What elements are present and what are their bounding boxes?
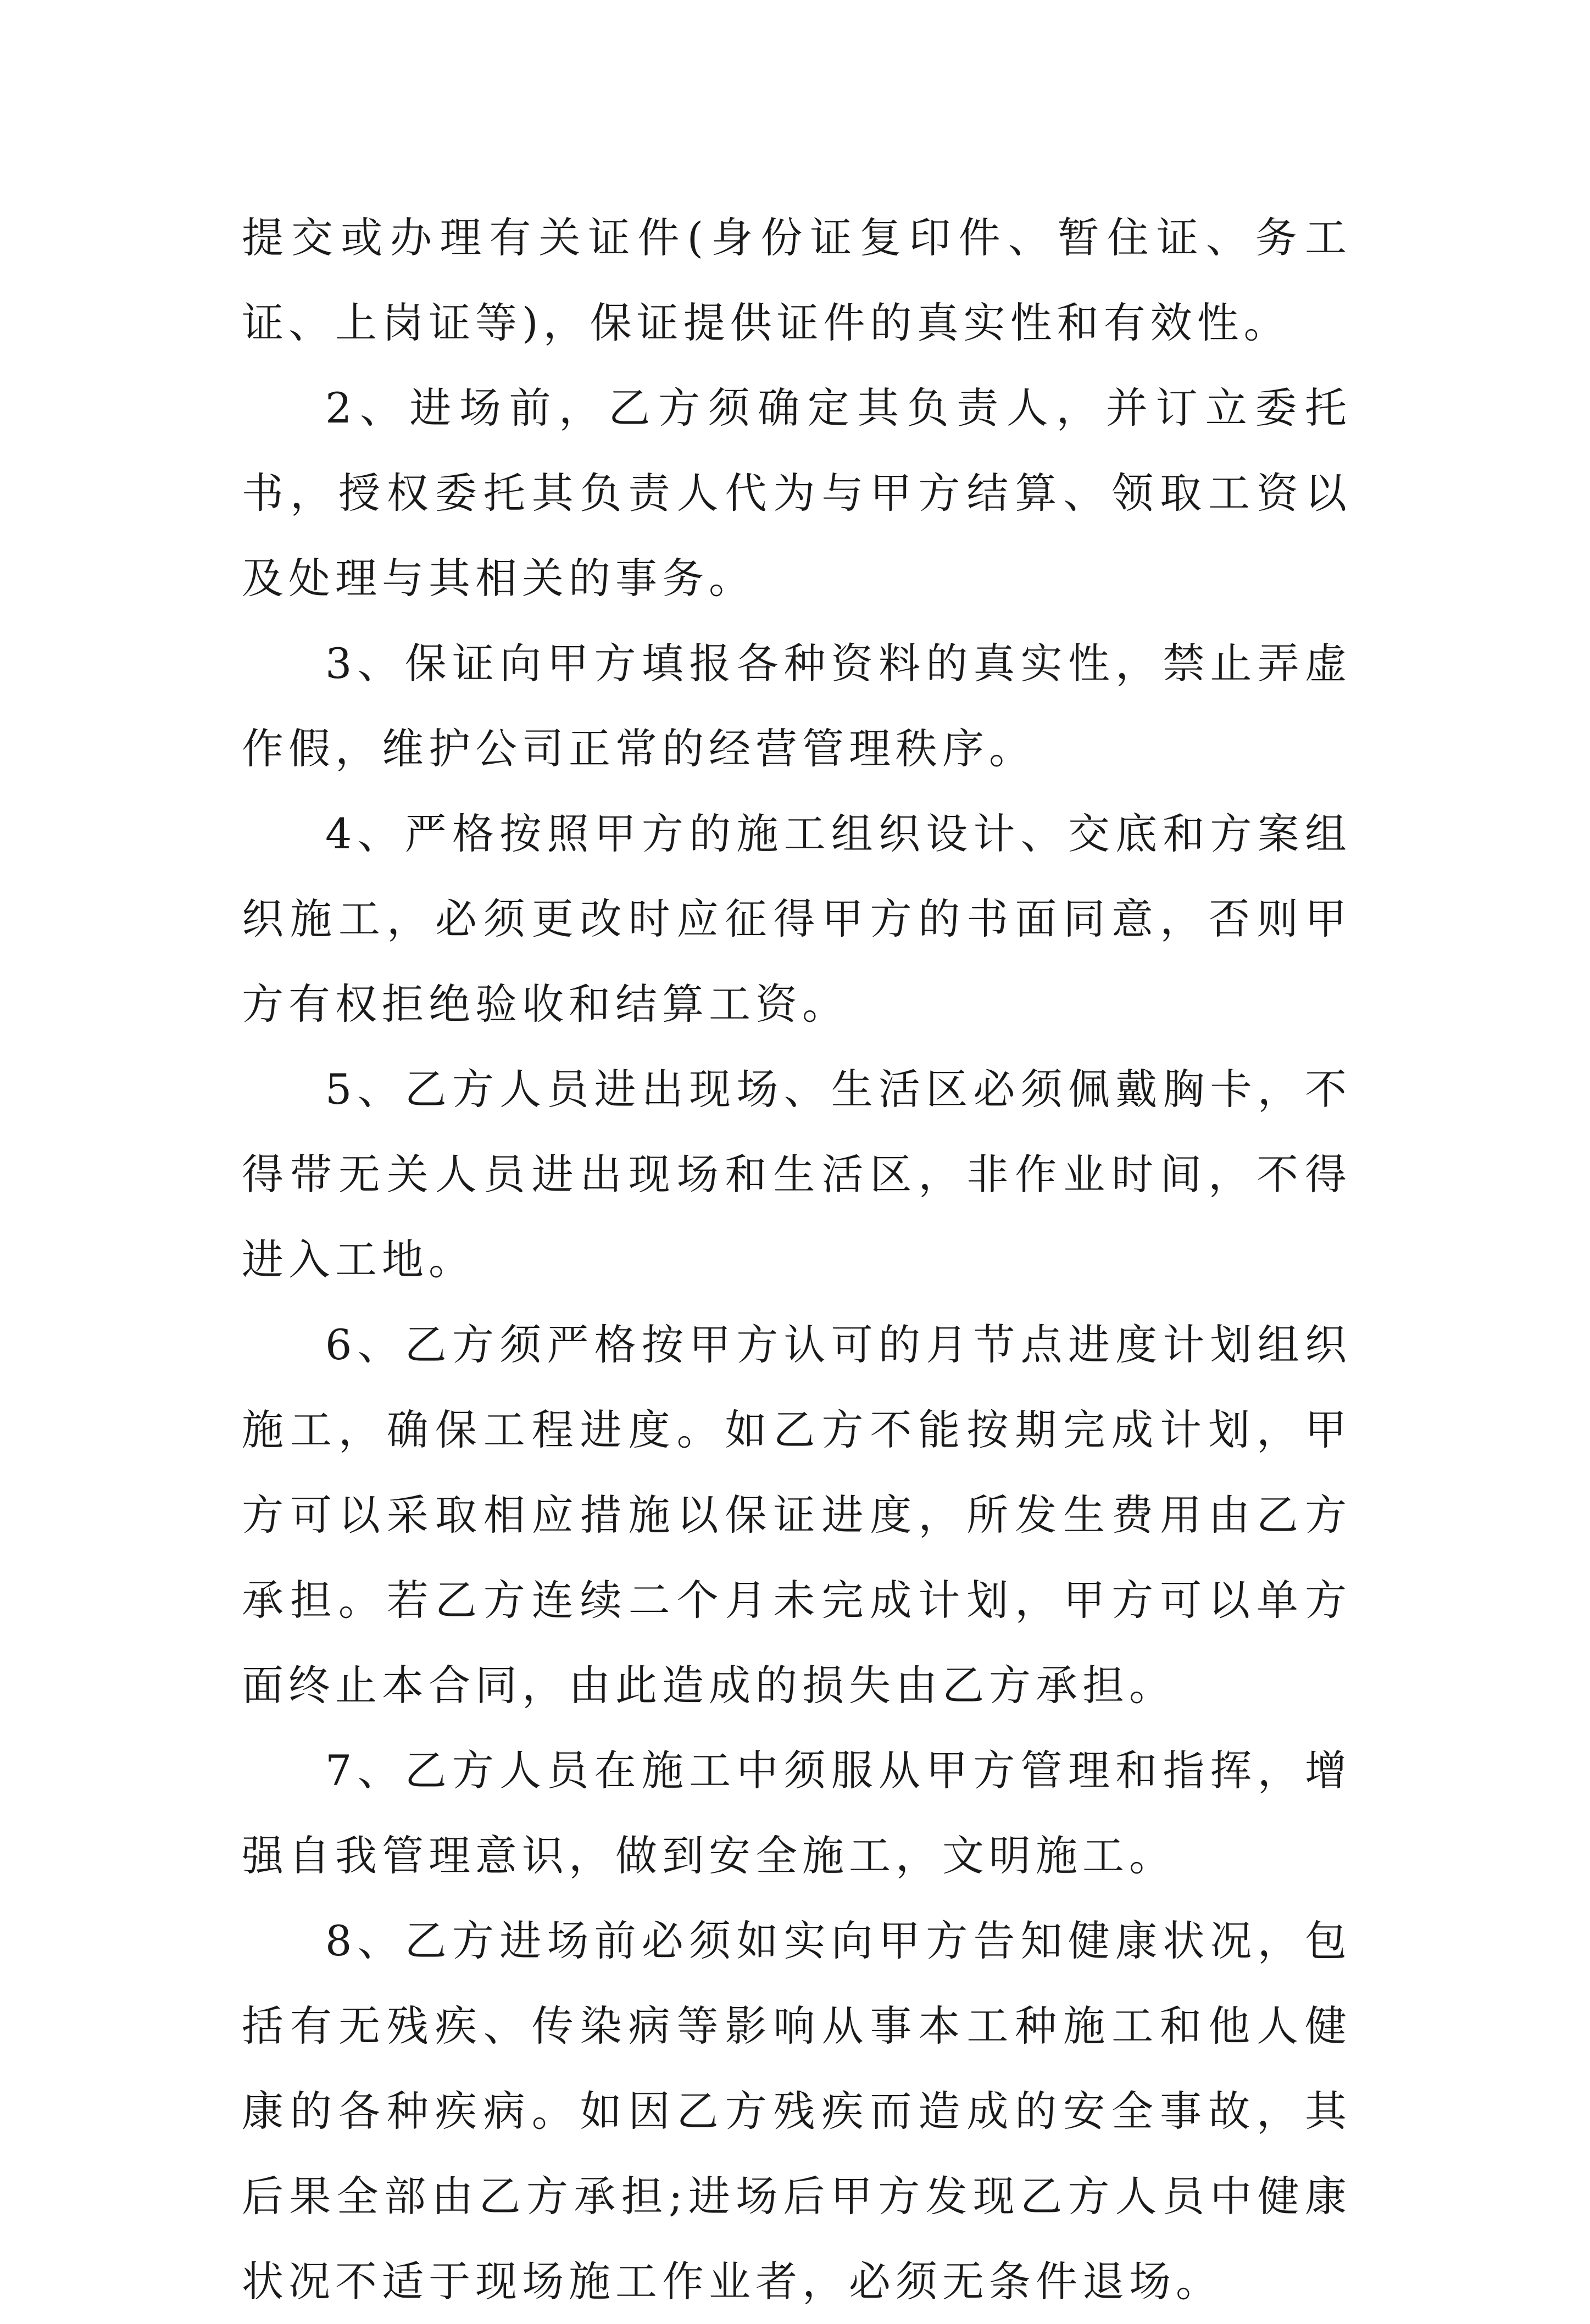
clause-5: 5、乙方人员进出现场、生活区必须佩戴胸卡，不得带无关人员进出现场和生活区，非作业时间，不得进入工地。	[242, 1065, 1352, 1284]
clause-6: 6、乙方须严格按甲方认可的月节点进度计划组织施工，确保工程进度。如乙方不能按期完成计划，甲方可以采取相应措施以保证进度，所发生费用由乙方承担。若乙方连续二个月未完成计划，甲方可以单方面终止本合同，由此造成的损失由乙方承担。	[242, 1320, 1352, 1710]
clause-2: 2、进场前，乙方须确定其负责人，并订立委托书，授权委托其负责人代为与甲方结算、领取工资以及处理与其相关的事务。	[242, 383, 1352, 603]
paragraph-continuation: 提交或办理有关证件(身份证复印件、暂住证、务工证、上岗证等)，保证提供证件的真实性和有效性。	[242, 213, 1352, 347]
clause-4: 4、严格按照甲方的施工组织设计、交底和方案组织施工，必须更改时应征得甲方的书面同意，否则甲方有权拒绝验收和结算工资。	[242, 809, 1352, 1028]
clause-8: 8、乙方进场前必须如实向甲方告知健康状况，包括有无残疾、传染病等影响从事本工种施工和他人健康的各种疾病。如因乙方残疾而造成的安全事故，其后果全部由乙方承担;进场后甲方发现乙方人员中健康状况不适于现场施工作业者，必须无条件退场。	[242, 1916, 1352, 2306]
document-body	[242, 195, 1352, 2324]
clause-7: 7、乙方人员在施工中须服从甲方管理和指挥，增强自我管理意识，做到安全施工，文明施工。	[242, 1746, 1352, 1880]
clause-3: 3、保证向甲方填报各种资料的真实性，禁止弄虚作假，维护公司正常的经营管理秩序。	[242, 639, 1352, 773]
